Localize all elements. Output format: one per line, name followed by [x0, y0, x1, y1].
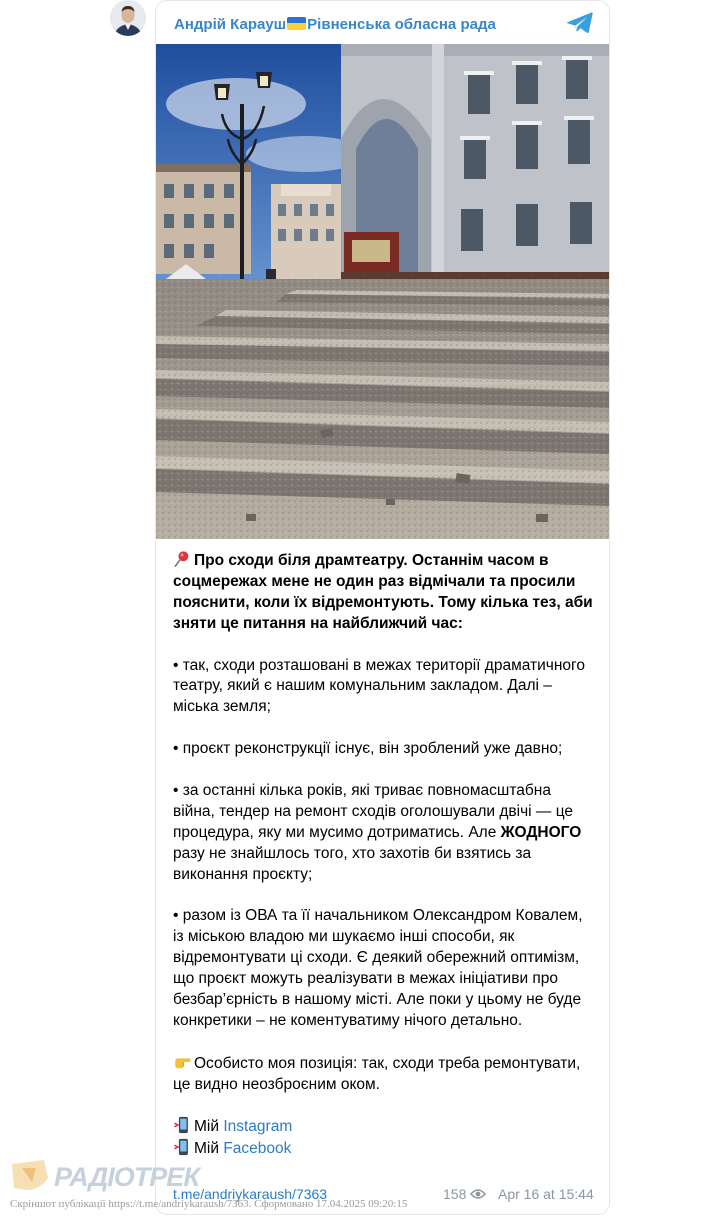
eye-icon: [470, 1188, 486, 1200]
post-card: [155, 0, 610, 1215]
emphasis-text: ЖОДНОГО: [500, 823, 582, 841]
radio-logo-icon: [10, 1158, 199, 1194]
view-count-value: 158: [443, 1186, 467, 1202]
post-header: [174, 13, 496, 35]
post-paragraph-3: • за останні кілька років, які триває повномасштабна війна, тендер на ремонт сходів оголошували двічі — це процедура, яку ми мусимо дотриматись. Але ЖОДНОГО разу не знайшлось того, хто захотів би взятись за виконання проєкту;: [173, 781, 582, 883]
post-paragraph-2: • проєкт реконструкції існує, він зроблений уже давно;: [173, 740, 563, 758]
mobile-phone-icon: [173, 1116, 192, 1134]
pointing-hand-icon: [173, 1053, 192, 1071]
channel-name[interactable]: [174, 16, 496, 33]
telegram-icon[interactable]: [566, 11, 594, 35]
watermark-brand: РАДІОТРЕК: [54, 1162, 199, 1192]
post-paragraph-5: Особисто моя позиція: так, сходи треба ремонтувати, це видно неозброєним оком.: [173, 1054, 581, 1093]
post-text: [173, 550, 595, 1160]
instagram-line: Мій Instagram: [173, 1116, 595, 1138]
post-paragraph-4: • разом із ОВА та її начальником Олександром Ковалем, із міською владою ми шукаємо інші способи, як відремонтувати ці сходи. Є деякий обережний оптимізм, що проєкт можуть реалізувати в межах ініціативи про безбар’єрність в нашому місті. Але поки у цьому не буде конкретики – не коментуватиму нічого детально.: [173, 907, 583, 1029]
channel-name-org[interactable]: Рівненська обласна рада: [307, 15, 496, 33]
view-count: [443, 1186, 495, 1202]
screenshot-caption: Скріншот публікації https://t.me/andriykaraush/7363. Сформовано 17.04.2025 09:20:15: [10, 1198, 408, 1210]
instagram-link[interactable]: Instagram: [223, 1118, 293, 1136]
post-date[interactable]: Apr 16 at 15:44: [498, 1186, 594, 1202]
post-paragraph-1: • так, сходи розташовані в межах території драматичного театру, який є нашим комунальним закладом. Далі – міська земля;: [173, 656, 585, 716]
facebook-link[interactable]: Facebook: [223, 1140, 292, 1158]
channel-name-author[interactable]: Андрій Карауш: [174, 15, 287, 33]
ukraine-flag-icon: [287, 17, 306, 30]
post-intro: Про сходи біля драмтеатру. Останнім часом в соцмережах мене не один раз відмічали та просили пояснити, коли їх відремонтують. Тому кілька тез, аби зняти це питання на найближчий час:: [173, 552, 593, 632]
pushpin-icon: [173, 550, 192, 568]
facebook-line: Мій Facebook: [173, 1138, 595, 1160]
avatar[interactable]: [110, 0, 146, 36]
post-link[interactable]: t.me/andriykaraush/7363: [173, 1186, 328, 1202]
post-photo[interactable]: [156, 44, 609, 539]
mobile-phone-icon: [173, 1138, 192, 1156]
